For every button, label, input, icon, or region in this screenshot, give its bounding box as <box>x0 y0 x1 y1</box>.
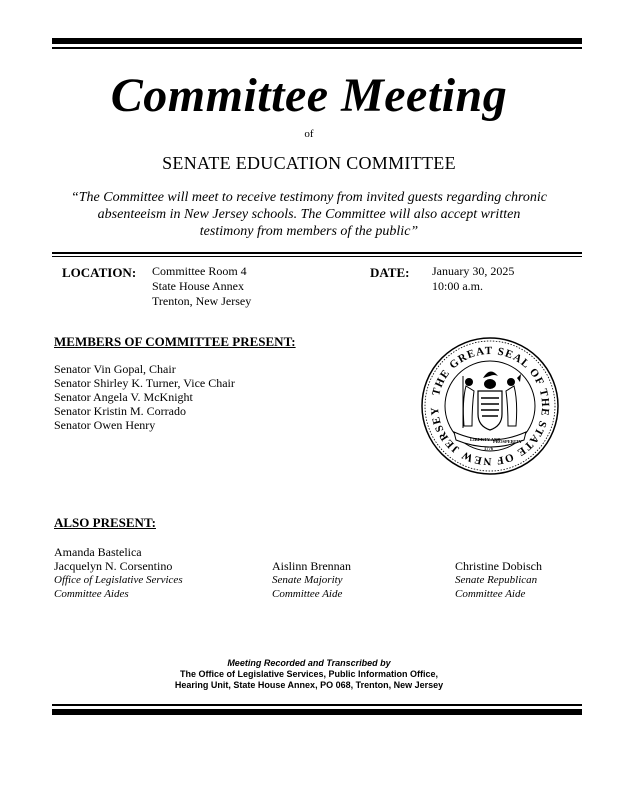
middle-rule-2 <box>52 256 582 257</box>
also-present-heading: ALSO PRESENT: <box>54 515 156 530</box>
member-name: Senator Shirley K. Turner, Vice Chair <box>54 376 235 390</box>
staff-role: Committee Aide <box>455 588 526 600</box>
bottom-rule-thick <box>52 709 582 715</box>
committee-name: SENATE EDUCATION COMMITTEE <box>162 153 456 173</box>
staff-name: Aislinn Brennan <box>272 559 351 573</box>
of-label: of <box>304 128 314 140</box>
transcription-footer <box>0 658 618 691</box>
member-name: Senator Vin Gopal, Chair <box>54 362 176 376</box>
seal-ring-text: THE GREAT SEAL OF THE STATE OF NEW JERSEY <box>428 344 552 468</box>
staff-name: Amanda Bastelica <box>54 545 142 559</box>
middle-rule-1 <box>52 252 582 254</box>
members-list <box>54 362 235 432</box>
also-present-col-2 <box>272 559 351 601</box>
date-line: January 30, 2025 <box>432 264 515 278</box>
footer-line-1: Meeting Recorded and Transcribed by <box>227 658 391 668</box>
member-name: Senator Kristin M. Corrado <box>54 404 186 418</box>
staff-name: Jacquelyn N. Corsentino <box>54 559 173 573</box>
seal-year: 1776 <box>484 446 493 451</box>
footer-line-2: The Office of Legislative Services, Public Information Office, <box>179 669 439 679</box>
location-value <box>152 264 251 309</box>
location-label: LOCATION: <box>62 265 137 280</box>
staff-role: Office of Legislative Services <box>54 574 183 586</box>
date-line: 10:00 a.m. <box>432 279 483 293</box>
meeting-purpose: “The Committee will meet to receive testimony from invited guests regarding chronic absenteeism in New Jersey schools. The Committee will also accept written testimony from members of the public” <box>70 190 548 239</box>
seal-banner-right: PROSPERITY <box>493 439 523 444</box>
member-name: Senator Owen Henry <box>54 418 156 432</box>
location-line: Committee Room 4 <box>152 264 247 278</box>
staff-role: Senate Majority <box>272 574 343 586</box>
staff-role: Senate Republican <box>455 574 538 586</box>
bottom-rule-thin <box>52 704 582 706</box>
footer-line-3: Hearing Unit, State House Annex, PO 068, Trenton, New Jersey <box>174 680 444 690</box>
top-rule-thin <box>52 47 582 49</box>
seal-banner-left: LIBERTY AND <box>470 437 501 442</box>
location-line: State House Annex <box>152 279 244 293</box>
staff-role: Committee Aide <box>272 588 343 600</box>
state-seal-icon <box>420 336 560 476</box>
also-present-col-1 <box>54 545 183 601</box>
staff-name: Christine Dobisch <box>455 559 542 573</box>
top-rule-thick <box>52 38 582 44</box>
date-label: DATE: <box>370 265 410 280</box>
location-line: Trenton, New Jersey <box>152 294 252 308</box>
staff-role: Committee Aides <box>54 588 129 600</box>
page-title: Committee Meeting <box>110 69 508 122</box>
date-value <box>432 264 514 294</box>
member-name: Senator Angela V. McKnight <box>54 390 193 404</box>
also-present-col-3 <box>455 559 542 601</box>
members-heading: MEMBERS OF COMMITTEE PRESENT: <box>54 334 296 349</box>
